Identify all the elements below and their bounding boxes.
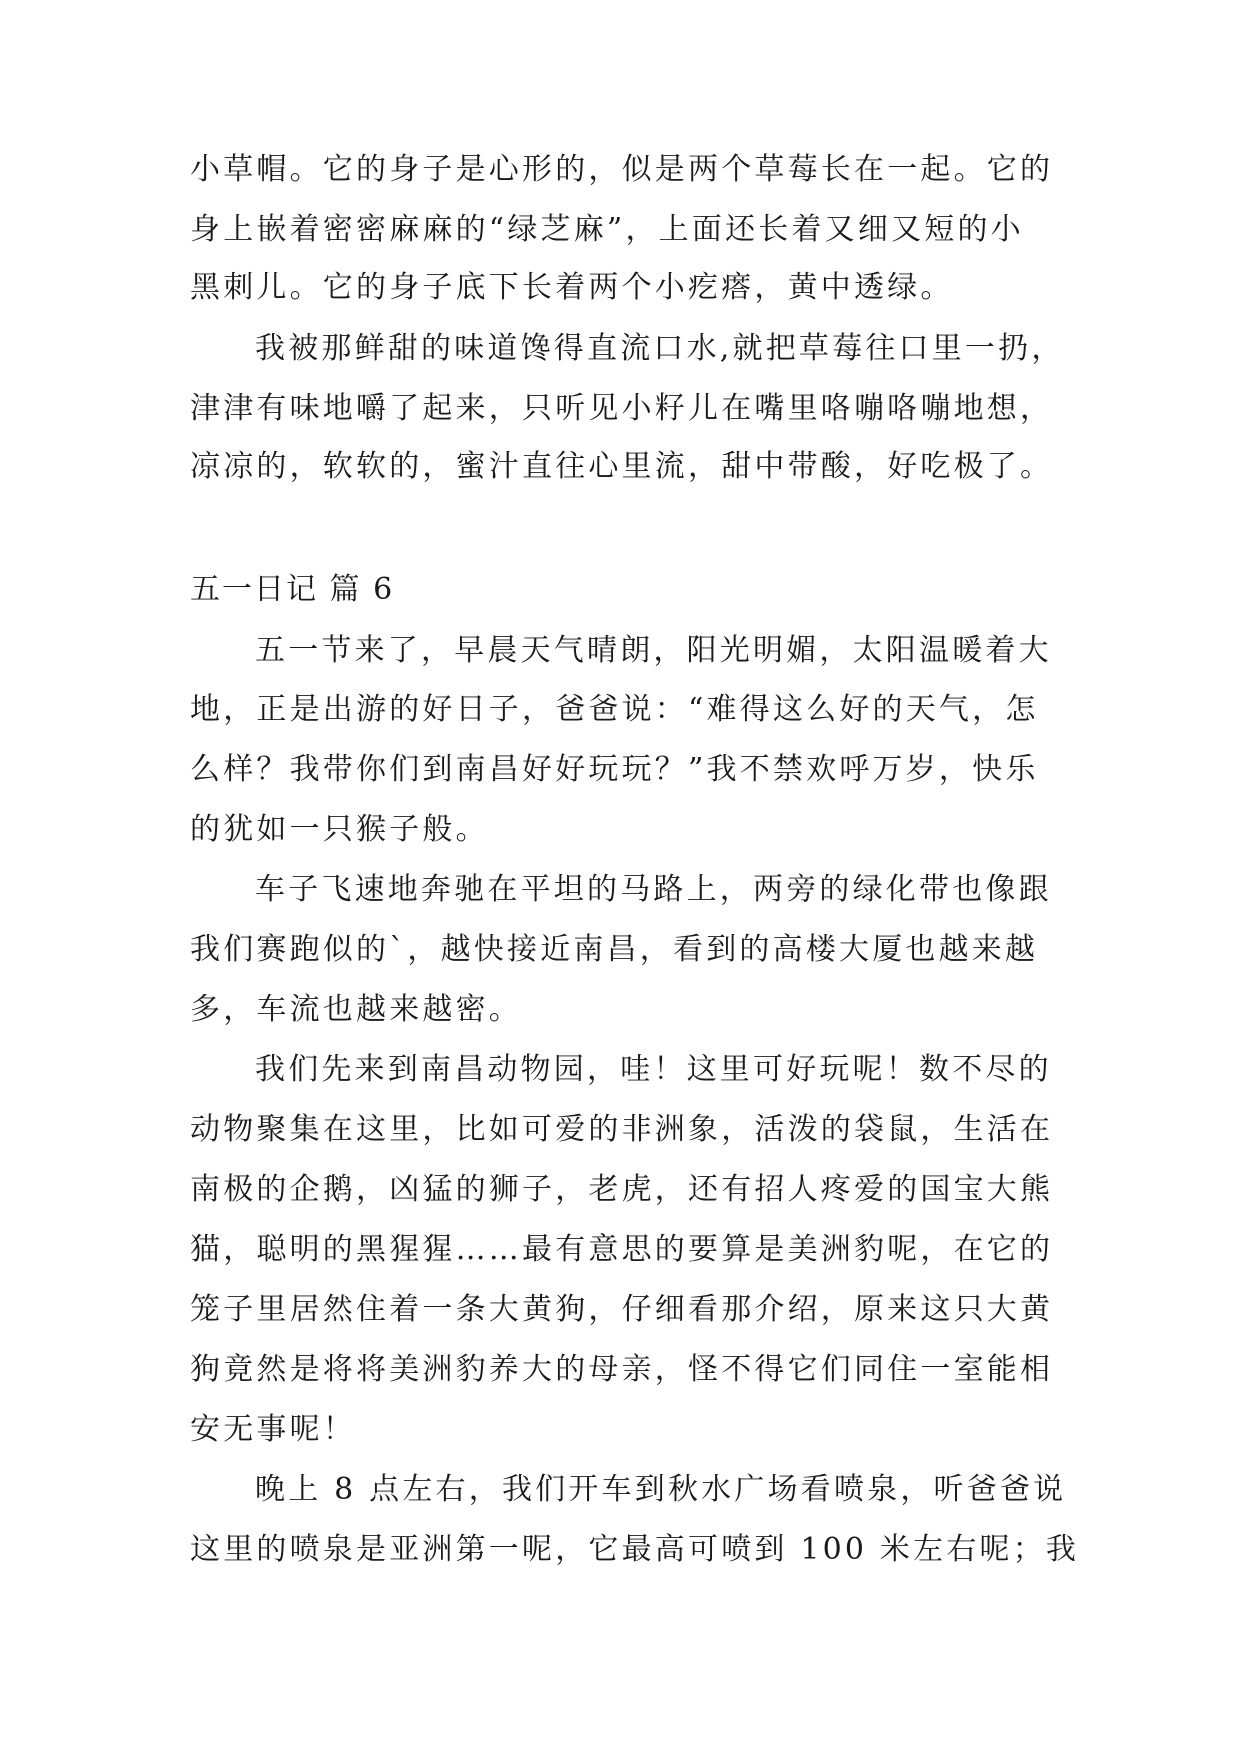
paragraph-line: 津津有味地嚼了起来，只听见小籽儿在嘴里咯嘣咯嘣地想， bbox=[190, 391, 1054, 426]
paragraph-line: 小草帽。它的身子是心形的，似是两个草莓长在一起。它的 bbox=[190, 152, 1054, 187]
paragraph-line: 这里的喷泉是亚洲第一呢，它最高可喷到 100 米左右呢；我 bbox=[190, 1532, 1080, 1567]
paragraph-line: 的犹如一只猴子般。 bbox=[190, 812, 489, 847]
paragraph-line: 黑刺儿。它的身子底下长着两个小疙瘩，黄中透绿。 bbox=[190, 270, 954, 305]
paragraph-line: 凉凉的，软软的，蜜汁直往心里流，甜中带酸，好吃极了。 bbox=[190, 449, 1054, 484]
paragraph-line: 五一节来了，早晨天气晴朗，阳光明媚，太阳温暖着大 bbox=[255, 633, 1052, 668]
paragraph-line: 我们赛跑似的`，越快接近南昌，看到的高楼大厦也越来越 bbox=[190, 932, 1039, 967]
paragraph-line: 车子飞速地奔驰在平坦的马路上，两旁的绿化带也像跟 bbox=[255, 872, 1052, 907]
paragraph-line: 身上嵌着密密麻麻的“绿芝麻”，上面还长着又细又短的小 bbox=[190, 212, 1024, 247]
paragraph-line: 南极的企鹅，凶猛的狮子，老虎，还有招人疼爱的国宝大熊 bbox=[190, 1172, 1054, 1207]
paragraph-line: 我被那鲜甜的味道馋得直流口水,就把草莓往口里一扔， bbox=[255, 331, 1065, 366]
paragraph-line: 狗竟然是将将美洲豹养大的母亲，怪不得它们同住一室能相 bbox=[190, 1352, 1054, 1387]
paragraph-line: 地，正是出游的好日子，爸爸说：“难得这么好的天气，怎 bbox=[190, 692, 1039, 727]
paragraph-line: 动物聚集在这里，比如可爱的非洲象，活泼的袋鼠，生活在 bbox=[190, 1112, 1054, 1147]
section-heading: 五一日记 篇 6 bbox=[190, 572, 395, 607]
paragraph-line: 我们先来到南昌动物园，哇！这里可好玩呢！数不尽的 bbox=[255, 1052, 1052, 1087]
paragraph-line: 猫，聪明的黑猩猩……最有意思的要算是美洲豹呢，在它的 bbox=[190, 1232, 1054, 1267]
paragraph-line: 安无事呢！ bbox=[190, 1412, 356, 1447]
paragraph-line: 么样？我带你们到南昌好好玩玩？”我不禁欢呼万岁，快乐 bbox=[190, 752, 1039, 787]
paragraph-line: 笼子里居然住着一条大黄狗，仔细看那介绍，原来这只大黄 bbox=[190, 1292, 1054, 1327]
paragraph-line: 多，车流也越来越密。 bbox=[190, 992, 522, 1027]
paragraph-line: 晚上 8 点左右，我们开车到秋水广场看喷泉，听爸爸说 bbox=[255, 1472, 1067, 1507]
